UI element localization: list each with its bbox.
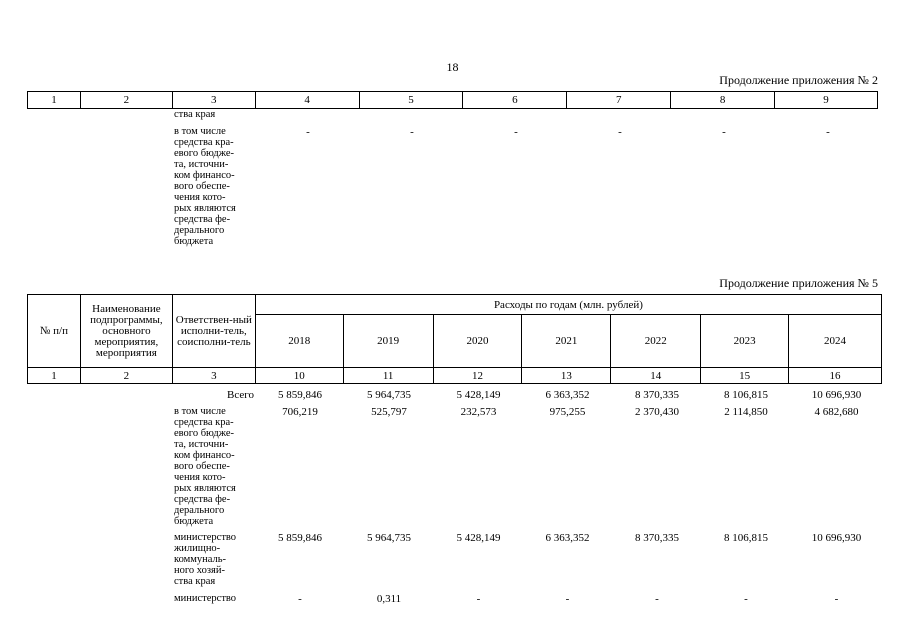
- text-line: ком финансо-: [174, 170, 235, 181]
- s2-row-ministry-housing-executor: [174, 532, 254, 587]
- s1-value: -: [826, 126, 830, 138]
- col-header-8: 8: [671, 92, 775, 109]
- col-header-7: 7: [567, 92, 671, 109]
- s2-value: 525,797: [371, 406, 407, 418]
- s2-value: 232,573: [460, 406, 497, 418]
- s2-value: -: [298, 593, 302, 605]
- col-header-4: 4: [255, 92, 359, 109]
- text-line: вого обеспе-: [174, 461, 230, 472]
- index-cell: 3: [172, 368, 255, 384]
- s1-value: -: [306, 126, 310, 138]
- s2-value: 8 370,335: [635, 532, 679, 544]
- s2-value: 10 696,930: [811, 389, 862, 401]
- header-executor: Ответствен-ный исполни-тель, соисполни-тель: [172, 295, 255, 368]
- text-line: в том числе: [174, 406, 226, 417]
- s2-value: 5 964,735: [367, 389, 411, 401]
- s2-value: 6 363,352: [545, 532, 590, 544]
- text-line: рых являются: [174, 483, 236, 494]
- s2-value: -: [565, 593, 570, 605]
- s2-value: 0,311: [376, 593, 402, 605]
- index-cell: 14: [611, 368, 701, 384]
- text-line: бюджета: [174, 236, 214, 247]
- table-appendix-2-header: [27, 91, 878, 109]
- text-line: та, источни-: [174, 439, 229, 450]
- index-cell: 13: [522, 368, 611, 384]
- s2-value: 706,219: [282, 406, 318, 418]
- header-name: Наименование подпрограммы, основного мероприятия, мероприятия: [80, 295, 172, 368]
- text-line: евого бюдже-: [174, 428, 234, 439]
- s2-row-ministry-executor: министерство: [174, 593, 237, 604]
- s1-value: -: [722, 126, 726, 138]
- s2-value: 5 964,735: [367, 532, 411, 544]
- s2-value: 975,255: [549, 406, 586, 418]
- s2-value: 4 682,680: [814, 406, 859, 418]
- index-cell: 1: [28, 368, 81, 384]
- page-number: 18: [446, 60, 459, 74]
- header-year: 2022: [611, 315, 701, 368]
- index-cell: 12: [433, 368, 522, 384]
- text-line: чения кото-: [174, 192, 226, 203]
- text-line: ного хозяй-: [174, 565, 225, 576]
- col-header-2: 2: [80, 92, 172, 109]
- text-line: вого обеспе-: [174, 181, 230, 192]
- s2-row-total-executor: Всего: [227, 389, 254, 401]
- s2-value: 5 859,846: [278, 532, 322, 544]
- s2-value: 6 363,352: [545, 389, 590, 401]
- col-header-5: 5: [359, 92, 463, 109]
- s2-value: 5 428,149: [456, 389, 501, 401]
- text-line: средства фе-: [174, 214, 231, 225]
- s2-value: 2 370,430: [635, 406, 679, 418]
- s1-row1-executor: [174, 126, 254, 247]
- text-line: средства кра-: [174, 417, 234, 428]
- text-line: та, источни-: [174, 159, 229, 170]
- header-year: 2018: [255, 315, 343, 368]
- header-year: 2023: [701, 315, 789, 368]
- s2-value: 5 428,149: [456, 532, 501, 544]
- header-expenses: Расходы по годам (млн. рублей): [255, 295, 881, 315]
- appendix-5-label: Продолжение приложения № 5: [719, 276, 878, 290]
- s2-value: -: [744, 593, 748, 605]
- col-header-6: 6: [463, 92, 567, 109]
- header-year: 2024: [789, 315, 882, 368]
- s1-row0-executor: ства края: [174, 109, 216, 120]
- index-cell: 15: [701, 368, 789, 384]
- index-cell: 11: [343, 368, 433, 384]
- text-line: средства фе-: [174, 494, 231, 505]
- index-cell: 10: [255, 368, 343, 384]
- s1-value: -: [410, 126, 414, 138]
- appendix-2-label: Продолжение приложения № 2: [719, 73, 878, 87]
- text-line: средства кра-: [174, 137, 234, 148]
- s2-value: 8 106,815: [724, 532, 768, 544]
- col-header-9: 9: [775, 92, 878, 109]
- index-cell: 2: [80, 368, 172, 384]
- text-line: дерального: [174, 225, 225, 236]
- table-appendix-5-header: [27, 294, 882, 384]
- s1-value: -: [514, 126, 518, 138]
- s2-value: -: [476, 593, 481, 605]
- index-cell: 16: [789, 368, 882, 384]
- text-line: жилищно-: [174, 543, 221, 554]
- header-year: 2019: [343, 315, 433, 368]
- header-year: 2021: [522, 315, 611, 368]
- s2-value: -: [834, 593, 839, 605]
- s2-value: 10 696,930: [811, 532, 862, 544]
- col-header-1: 1: [28, 92, 81, 109]
- text-line: дерального: [174, 505, 225, 516]
- text-line: ства края: [174, 576, 216, 587]
- s2-value: -: [655, 593, 659, 605]
- text-line: рых являются: [174, 203, 236, 214]
- s2-row-federal-executor: [174, 406, 254, 527]
- s1-value: -: [618, 126, 622, 138]
- text-line: чения кото-: [174, 472, 226, 483]
- col-header-3: 3: [172, 92, 255, 109]
- text-line: коммуналь-: [174, 554, 227, 565]
- text-line: министерство: [174, 532, 237, 543]
- s2-value: 5 859,846: [278, 389, 322, 401]
- text-line: ком финансо-: [174, 450, 235, 461]
- header-num: № п/п: [28, 295, 81, 368]
- text-line: бюджета: [174, 516, 214, 527]
- s2-value: 2 114,850: [724, 406, 768, 418]
- header-year: 2020: [433, 315, 522, 368]
- text-line: евого бюдже-: [174, 148, 234, 159]
- text-line: в том числе: [174, 126, 226, 137]
- s2-value: 8 370,335: [635, 389, 679, 401]
- s2-value: 8 106,815: [724, 389, 768, 401]
